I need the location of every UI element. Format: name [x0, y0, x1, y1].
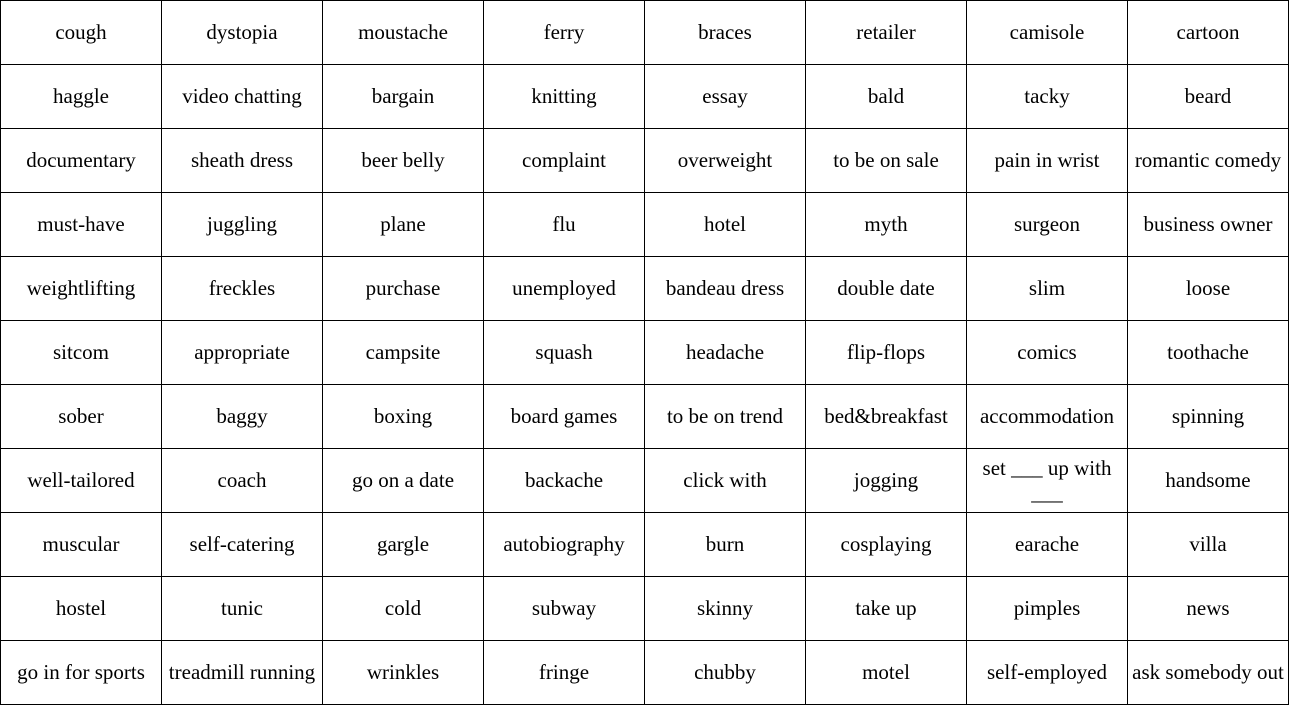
table-cell: loose — [1128, 257, 1289, 321]
table-cell: baggy — [162, 385, 323, 449]
table-cell: jogging — [806, 449, 967, 513]
table-cell: juggling — [162, 193, 323, 257]
vocabulary-grid-body — [1, 1, 1289, 705]
table-cell: surgeon — [967, 193, 1128, 257]
table-cell: self-catering — [162, 513, 323, 577]
table-cell: villa — [1128, 513, 1289, 577]
table-cell: pimples — [967, 577, 1128, 641]
table-cell: well-tailored — [1, 449, 162, 513]
table-cell: sitcom — [1, 321, 162, 385]
table-cell: tunic — [162, 577, 323, 641]
table-cell: boxing — [323, 385, 484, 449]
table-cell: hotel — [645, 193, 806, 257]
table-cell: handsome — [1128, 449, 1289, 513]
table-cell: beard — [1128, 65, 1289, 129]
table-cell: flip-flops — [806, 321, 967, 385]
table-cell: moustache — [323, 1, 484, 65]
table-cell: flu — [484, 193, 645, 257]
table-cell: purchase — [323, 257, 484, 321]
table-cell: knitting — [484, 65, 645, 129]
table-cell: to be on sale — [806, 129, 967, 193]
table-cell: campsite — [323, 321, 484, 385]
table-row — [1, 577, 1289, 641]
table-cell: bandeau dress — [645, 257, 806, 321]
table-cell: coach — [162, 449, 323, 513]
table-cell: braces — [645, 1, 806, 65]
table-cell: squash — [484, 321, 645, 385]
table-cell: subway — [484, 577, 645, 641]
table-cell: news — [1128, 577, 1289, 641]
table-cell: spinning — [1128, 385, 1289, 449]
table-cell: cosplaying — [806, 513, 967, 577]
table-row — [1, 449, 1289, 513]
table-cell: retailer — [806, 1, 967, 65]
table-cell: overweight — [645, 129, 806, 193]
table-cell: skinny — [645, 577, 806, 641]
table-row — [1, 641, 1289, 705]
table-cell: cold — [323, 577, 484, 641]
table-cell: sheath dress — [162, 129, 323, 193]
table-cell: bargain — [323, 65, 484, 129]
table-cell: romantic comedy — [1128, 129, 1289, 193]
table-cell: dystopia — [162, 1, 323, 65]
table-row — [1, 385, 1289, 449]
table-cell: weightlifting — [1, 257, 162, 321]
table-cell: treadmill running — [162, 641, 323, 705]
table-row — [1, 193, 1289, 257]
table-cell: bed&breakfast — [806, 385, 967, 449]
table-cell: must-have — [1, 193, 162, 257]
table-cell: muscular — [1, 513, 162, 577]
table-cell: myth — [806, 193, 967, 257]
table-cell: cough — [1, 1, 162, 65]
table-cell: fringe — [484, 641, 645, 705]
table-row — [1, 1, 1289, 65]
table-cell: motel — [806, 641, 967, 705]
table-cell: toothache — [1128, 321, 1289, 385]
table-cell: chubby — [645, 641, 806, 705]
table-cell: headache — [645, 321, 806, 385]
table-cell: plane — [323, 193, 484, 257]
table-cell: haggle — [1, 65, 162, 129]
table-cell: complaint — [484, 129, 645, 193]
table-cell: ferry — [484, 1, 645, 65]
table-cell: gargle — [323, 513, 484, 577]
table-cell: video chatting — [162, 65, 323, 129]
table-cell: wrinkles — [323, 641, 484, 705]
table-cell: board games — [484, 385, 645, 449]
table-cell: unemployed — [484, 257, 645, 321]
table-row — [1, 321, 1289, 385]
table-cell: autobiography — [484, 513, 645, 577]
table-row — [1, 513, 1289, 577]
table-cell: appropriate — [162, 321, 323, 385]
table-cell: slim — [967, 257, 1128, 321]
table-cell: documentary — [1, 129, 162, 193]
table-cell: essay — [645, 65, 806, 129]
table-cell: double date — [806, 257, 967, 321]
table-cell: click with — [645, 449, 806, 513]
table-cell: ask somebody out — [1128, 641, 1289, 705]
table-cell: camisole — [967, 1, 1128, 65]
table-cell: bald — [806, 65, 967, 129]
table-cell: business owner — [1128, 193, 1289, 257]
table-cell: take up — [806, 577, 967, 641]
table-row — [1, 257, 1289, 321]
table-cell: earache — [967, 513, 1128, 577]
table-cell: hostel — [1, 577, 162, 641]
table-cell: accommodation — [967, 385, 1128, 449]
table-cell: burn — [645, 513, 806, 577]
table-cell: set ___ up with ___ — [967, 449, 1128, 513]
table-cell: beer belly — [323, 129, 484, 193]
table-cell: tacky — [967, 65, 1128, 129]
table-row — [1, 65, 1289, 129]
table-cell: sober — [1, 385, 162, 449]
table-cell: comics — [967, 321, 1128, 385]
table-cell: self-employed — [967, 641, 1128, 705]
table-row — [1, 129, 1289, 193]
table-cell: backache — [484, 449, 645, 513]
table-cell: go in for sports — [1, 641, 162, 705]
table-cell: freckles — [162, 257, 323, 321]
table-cell: cartoon — [1128, 1, 1289, 65]
table-cell: to be on trend — [645, 385, 806, 449]
table-cell: pain in wrist — [967, 129, 1128, 193]
table-cell: go on a date — [323, 449, 484, 513]
